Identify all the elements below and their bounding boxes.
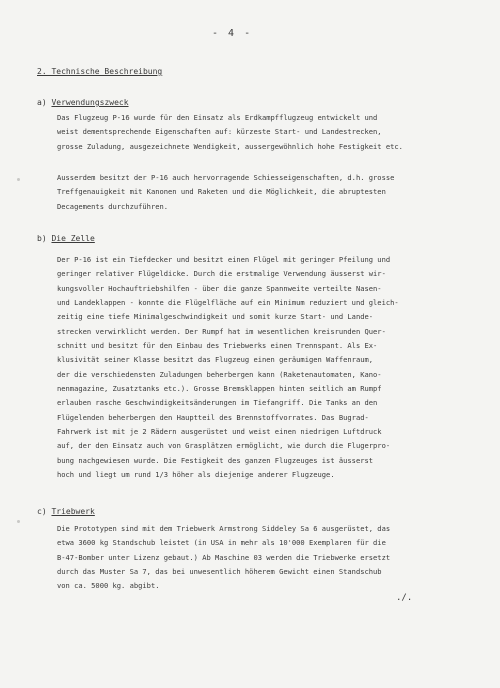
- text-line: Ausserdem besitzt der P-16 auch hervorragende Schiesseigenschaften, d.h. grosse: [57, 173, 395, 182]
- paragraph: [57, 171, 477, 214]
- punch-hole-mark: [17, 520, 20, 523]
- text-line: hoch und liegt um rund 1/3 höher als diejenige anderer Flugzeuge.: [57, 470, 335, 480]
- text-line: Decagements durchzuführen.: [57, 201, 169, 211]
- punch-hole-mark: [17, 178, 20, 181]
- text-line: erlauben rasche Geschwindigkeitsänderungen im Tiefangriff. Die Tanks an den: [57, 398, 378, 408]
- text-line: der die verschiedensten Zuladungen beherbergen kann (Raketenautomaten, Kano-: [57, 369, 382, 379]
- subsection-title: Die Zelle: [51, 234, 95, 243]
- subsection-marker: c): [37, 507, 47, 516]
- text-line: zeitig eine tiefe Minimalgeschwindigkeit und somit kurze Start- und Lande-: [57, 312, 374, 322]
- text-line: schnitt und besitzt für den Einbau des Triebwerks einen Trennspant. Als Ex-: [57, 341, 378, 351]
- text-line: Der P-16 ist ein Tiefdecker und besitzt einen Flügel mit geringer Pfeilung und: [57, 255, 391, 264]
- text-line: Das Flugzeug P-16 wurde für den Einsatz als Erdkampfflugzeug entwickelt und: [57, 113, 378, 122]
- text-line: Treffgenauigkeit mit Kanonen und Raketen und die Möglichkeit, die abruptesten: [57, 187, 386, 197]
- subsection-title: Triebwerk: [51, 507, 95, 516]
- paragraph: [57, 111, 477, 154]
- paragraph: [57, 522, 477, 594]
- text-line: Fahrwerk ist mit je 2 Rädern ausgerüstet und weist einen niedrigen Luftdruck: [57, 427, 382, 437]
- text-line: grosse Zuladung, ausgezeichnete Wendigkeit, aussergewöhnlich hohe Festigkeit etc.: [57, 141, 403, 151]
- text-line: Die Prototypen sind mit dem Triebwerk Armstrong Siddeley Sa 6 ausgerüstet, das: [57, 524, 391, 533]
- text-line: und Landeklappen - konnte die Flügelfläche auf ein Minimum reduziert und gleich-: [57, 298, 399, 308]
- text-line: bung nachgewiesen wurde. Die Festigkeit des ganzen Flugzeuges ist äusserst: [57, 455, 374, 465]
- subsection-title: Verwendungszweck: [51, 98, 129, 107]
- text-line: von ca. 5000 kg. abgibt.: [57, 581, 160, 591]
- text-line: klusivität seiner Klasse besitzt das Flugzeug einen geräumigen Waffenraum,: [57, 355, 374, 365]
- subsection-heading-b: [37, 234, 95, 243]
- section-title: 2. Technische Beschreibung: [37, 67, 163, 76]
- subsection-marker: b): [37, 234, 47, 243]
- text-line: kungsvoller Hochauftriebshilfen - über die ganze Spannweite verteilte Nasen-: [57, 283, 382, 293]
- text-line: durch das Muster Sa 7, das bei unwesentlich höherem Gewicht einen Standschub: [57, 567, 382, 577]
- text-line: B-47-Bomber unter Lizenz gebaut.) Ab Maschine 03 werden die Triebwerke ersetzt: [57, 552, 391, 562]
- text-line: Flügelenden beherbergen den Hauptteil des Brennstoffvorrates. Das Bugrad-: [57, 412, 369, 422]
- text-line: nenmagazine, Zusatztanks etc.). Grosse Bremsklappen hinten seitlich am Rumpf: [57, 384, 382, 394]
- subsection-marker: a): [37, 98, 47, 107]
- text-line: weist dementsprechende Eigenschaften auf: kürzeste Start- und Landestrecken,: [57, 127, 382, 137]
- text-line: auf, der den Einsatz auch von Grasplätzen ermöglicht, wie durch die Flugerpro-: [57, 441, 391, 451]
- subsection-heading-c: [37, 507, 95, 516]
- text-line: strecken verwirklicht werden. Der Rumpf hat im wesentlichen kreisrunden Quer-: [57, 326, 386, 336]
- continuation-mark: ./.: [396, 593, 413, 603]
- text-line: etwa 3600 kg Standschub leistet (in USA in mehr als 10'000 Exemplaren für die: [57, 538, 386, 548]
- subsection-heading-a: [37, 98, 129, 107]
- paragraph: [57, 253, 477, 483]
- text-line: geringer relativer Flügeldicke. Durch die erstmalige Verwendung äusserst wir-: [57, 269, 386, 279]
- page-number: - 4 -: [212, 28, 253, 39]
